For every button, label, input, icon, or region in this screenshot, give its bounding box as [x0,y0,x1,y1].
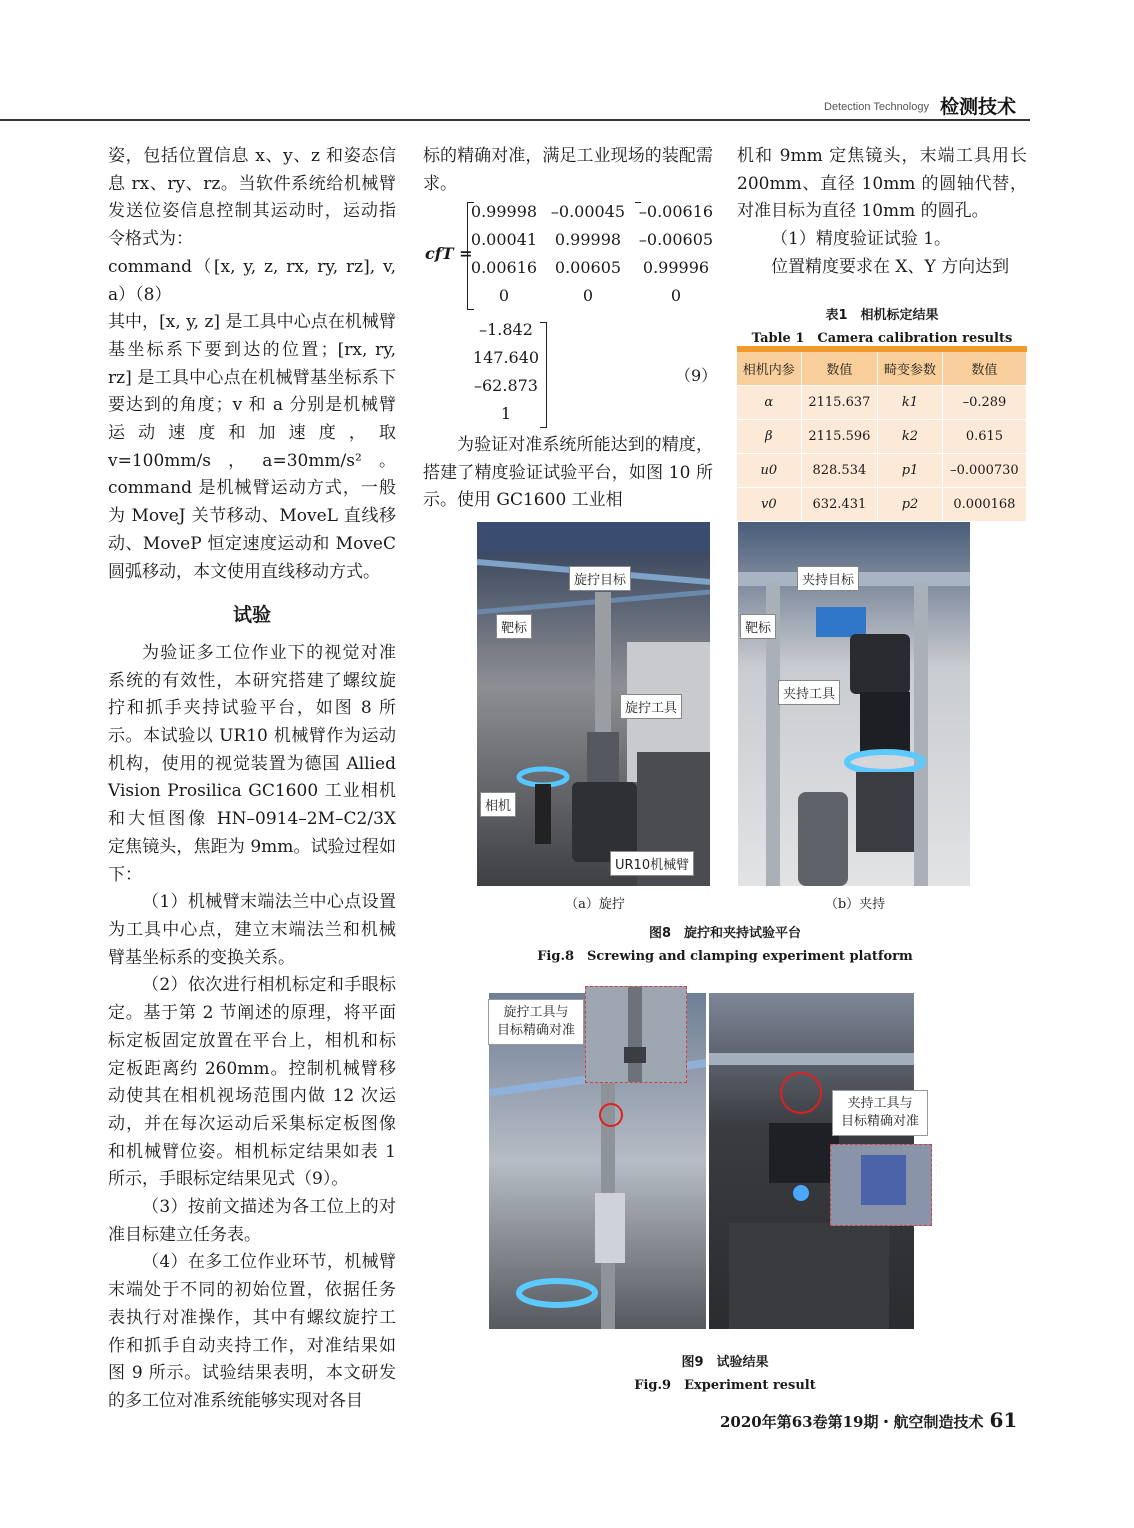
fig9-label-screw-aligned: 旋拧工具与 目标精确对准 [488,999,584,1045]
paragraph: （1）精度验证试验 1。 [771,229,952,250]
paragraph: 标的精确对准，满足工业现场的装配需求。 [423,146,713,194]
label-screw-tool: 旋拧工具 [620,694,682,719]
label-clamp-target: 夹持目标 [797,566,859,591]
label-ur10-arm: UR10机械臂 [610,851,694,876]
running-header-en: Detection Technology [824,101,929,113]
table-caption-zh: 表1 相机标定结果 [825,308,939,323]
column-2 [423,143,713,198]
table-header: 相机内参 [737,352,801,386]
paragraph: 为验证多工位作业下的视觉对准系统的有效性，本研究搭建了螺纹旋拧和抓手夹持试验平台，如图 8 所示。本试验以 UR10 机械臂作为运动机构，使用的视觉装置为德国 Allied Vision Prosilica GC1600 工业相机和大恒图像 HN–0914–2M–C2/3X 定焦镜头，焦距为 9mm。试验过程如下： [108,642,396,885]
matrix-cell: 0.99998 [554,230,622,249]
matrix-cell: 0 [498,286,510,305]
fig9-left-inset [585,986,687,1083]
column-1 [108,143,396,1416]
matrix-cell: 1 [500,404,512,423]
fig8-caption-zh: 图8 旋拧和夹持试验平台 [648,926,802,941]
table-row: β 2115.596 k2 0.615 [737,420,1027,454]
matrix-cell: 0 [582,286,594,305]
paragraph: 位置精度要求在 X、Y 方向达到 [771,256,1010,277]
label-target-board-b: 靶标 [740,614,776,639]
page-number: 61 [989,1408,1018,1432]
paragraph: 姿，包括位置信息 x、y、z 和姿态信息 rx、ry、rz。当软件系统给机械臂发送位姿信息控制其运动时，运动指令格式为： [108,146,396,250]
paragraph: （4）在多工位作业环节，机械臂末端处于不同的初始位置，依据任务表执行对准操作，其中有螺纹旋拧工作和抓手自动夹持工作，对准结果如图 9 所示。试验结果表明，本文研发的多工位对准系统能够实现对各目 [108,1252,396,1411]
table-row: α 2115.637 k1 –0.289 [737,386,1027,420]
fig9-caption-en: Fig.9 Experiment result [634,1378,816,1393]
equation-8: command（[x, y, z, rx, ry, rz], v, a）（8） [108,256,396,305]
label-camera: 相机 [480,792,516,817]
running-header-zh: 检测技术 [940,96,1017,118]
matrix-cell: –0.00605 [638,230,714,249]
matrix-cell: –1.842 [479,320,533,339]
label-target-board-a: 靶标 [496,614,532,639]
fig8-caption-en: Fig.8 Screwing and clamping experiment platform [537,949,913,964]
matrix-cell: 0.99996 [642,258,710,277]
table-header: 畸变参数 [878,352,943,386]
table-header: 数值 [801,352,878,386]
matrix-cell: –0.00616 [638,202,714,221]
fig9-label-clamp-aligned: 夹持工具与 目标精确对准 [832,1090,928,1136]
fig9-caption-zh: 图9 试验结果 [681,1355,769,1370]
fig8-subcaption-b: （b）夹持 [824,897,886,912]
table-header: 数值 [942,352,1026,386]
paragraph: （2）依次进行相机标定和手眼标定。基于第 2 节阐述的原理，将平面标定板固定放置在平台上，相机和标定板距离约 260mm。控制机械臂移动使其在相机视场范围内做 12 次运动，并在每次运动后采集标定板图像和机械臂位姿。相机标定结果如表 1 所示，手眼标定结果见式（9）。 [108,975,396,1190]
table-row: v0 632.431 p2 0.000168 [737,488,1027,522]
journal-info: 2020年第63卷第19期・航空制造技术 [720,1413,984,1431]
label-clamp-tool: 夹持工具 [778,680,840,705]
table-caption-en: Table 1 Camera calibration results [751,331,1013,346]
paragraph: 机和 9mm 定焦镜头，末端工具用长 200mm、直径 10mm 的圆轴代替，对准目标为直径 10mm 的圆孔。 [737,146,1027,222]
matrix-cell: –0.00045 [550,202,626,221]
paragraph: 为验证对准系统所能达到的精度，搭建了精度验证试验平台，如图 10 所示。使用 GC1600 工业相 [423,435,713,511]
matrix-cell: 0.99998 [470,202,538,221]
column-2-lower [423,432,713,515]
page-footer [720,1408,1017,1432]
fig9-right-inset [830,1144,932,1226]
equation-9 [423,200,718,430]
header-rule [0,119,1030,121]
section-title: 试验 [232,604,271,627]
matrix-label: cfT = [425,244,473,263]
calibration-table [737,346,1027,522]
fig8-subcaption-a: （a）旋拧 [565,897,625,912]
matrix-bracket-right [540,322,547,428]
matrix-cell: 0.00041 [470,230,538,249]
paragraph: （3）按前文描述为各工位上的对准目标建立任务表。 [108,1197,396,1245]
table-row: u0 828.534 p1 –0.000730 [737,454,1027,488]
equation-number: （9） [675,366,718,385]
matrix-cell: 147.640 [472,348,540,367]
matrix-cell: 0 [670,286,682,305]
label-screw-target: 旋拧目标 [569,566,631,591]
matrix-cell: 0.00605 [554,258,622,277]
column-3 [737,143,1027,282]
paragraph: （1）机械臂末端法兰中心点设置为工具中心点，建立末端法兰和机械臂基坐标系的变换关系。 [108,892,396,968]
matrix-cell: –62.873 [474,376,538,395]
paragraph: 其中，[x, y, z] 是工具中心点在机械臂基坐标系下要到达的位置；[rx, ry, rz] 是工具中心点在机械臂基坐标系下要达到的角度；v 和 a 分别是机械臂运动速度和加速度，取 v=100mm/s，a=30mm/s²。command 是机械臂运动方式，一般为 MoveJ 关节移动、MoveL 直线移动、MoveP 恒定速度运动和 MoveC 圆弧移动，本文使用直线移动方式。 [108,312,396,582]
matrix-cell: 0.00616 [470,258,538,277]
